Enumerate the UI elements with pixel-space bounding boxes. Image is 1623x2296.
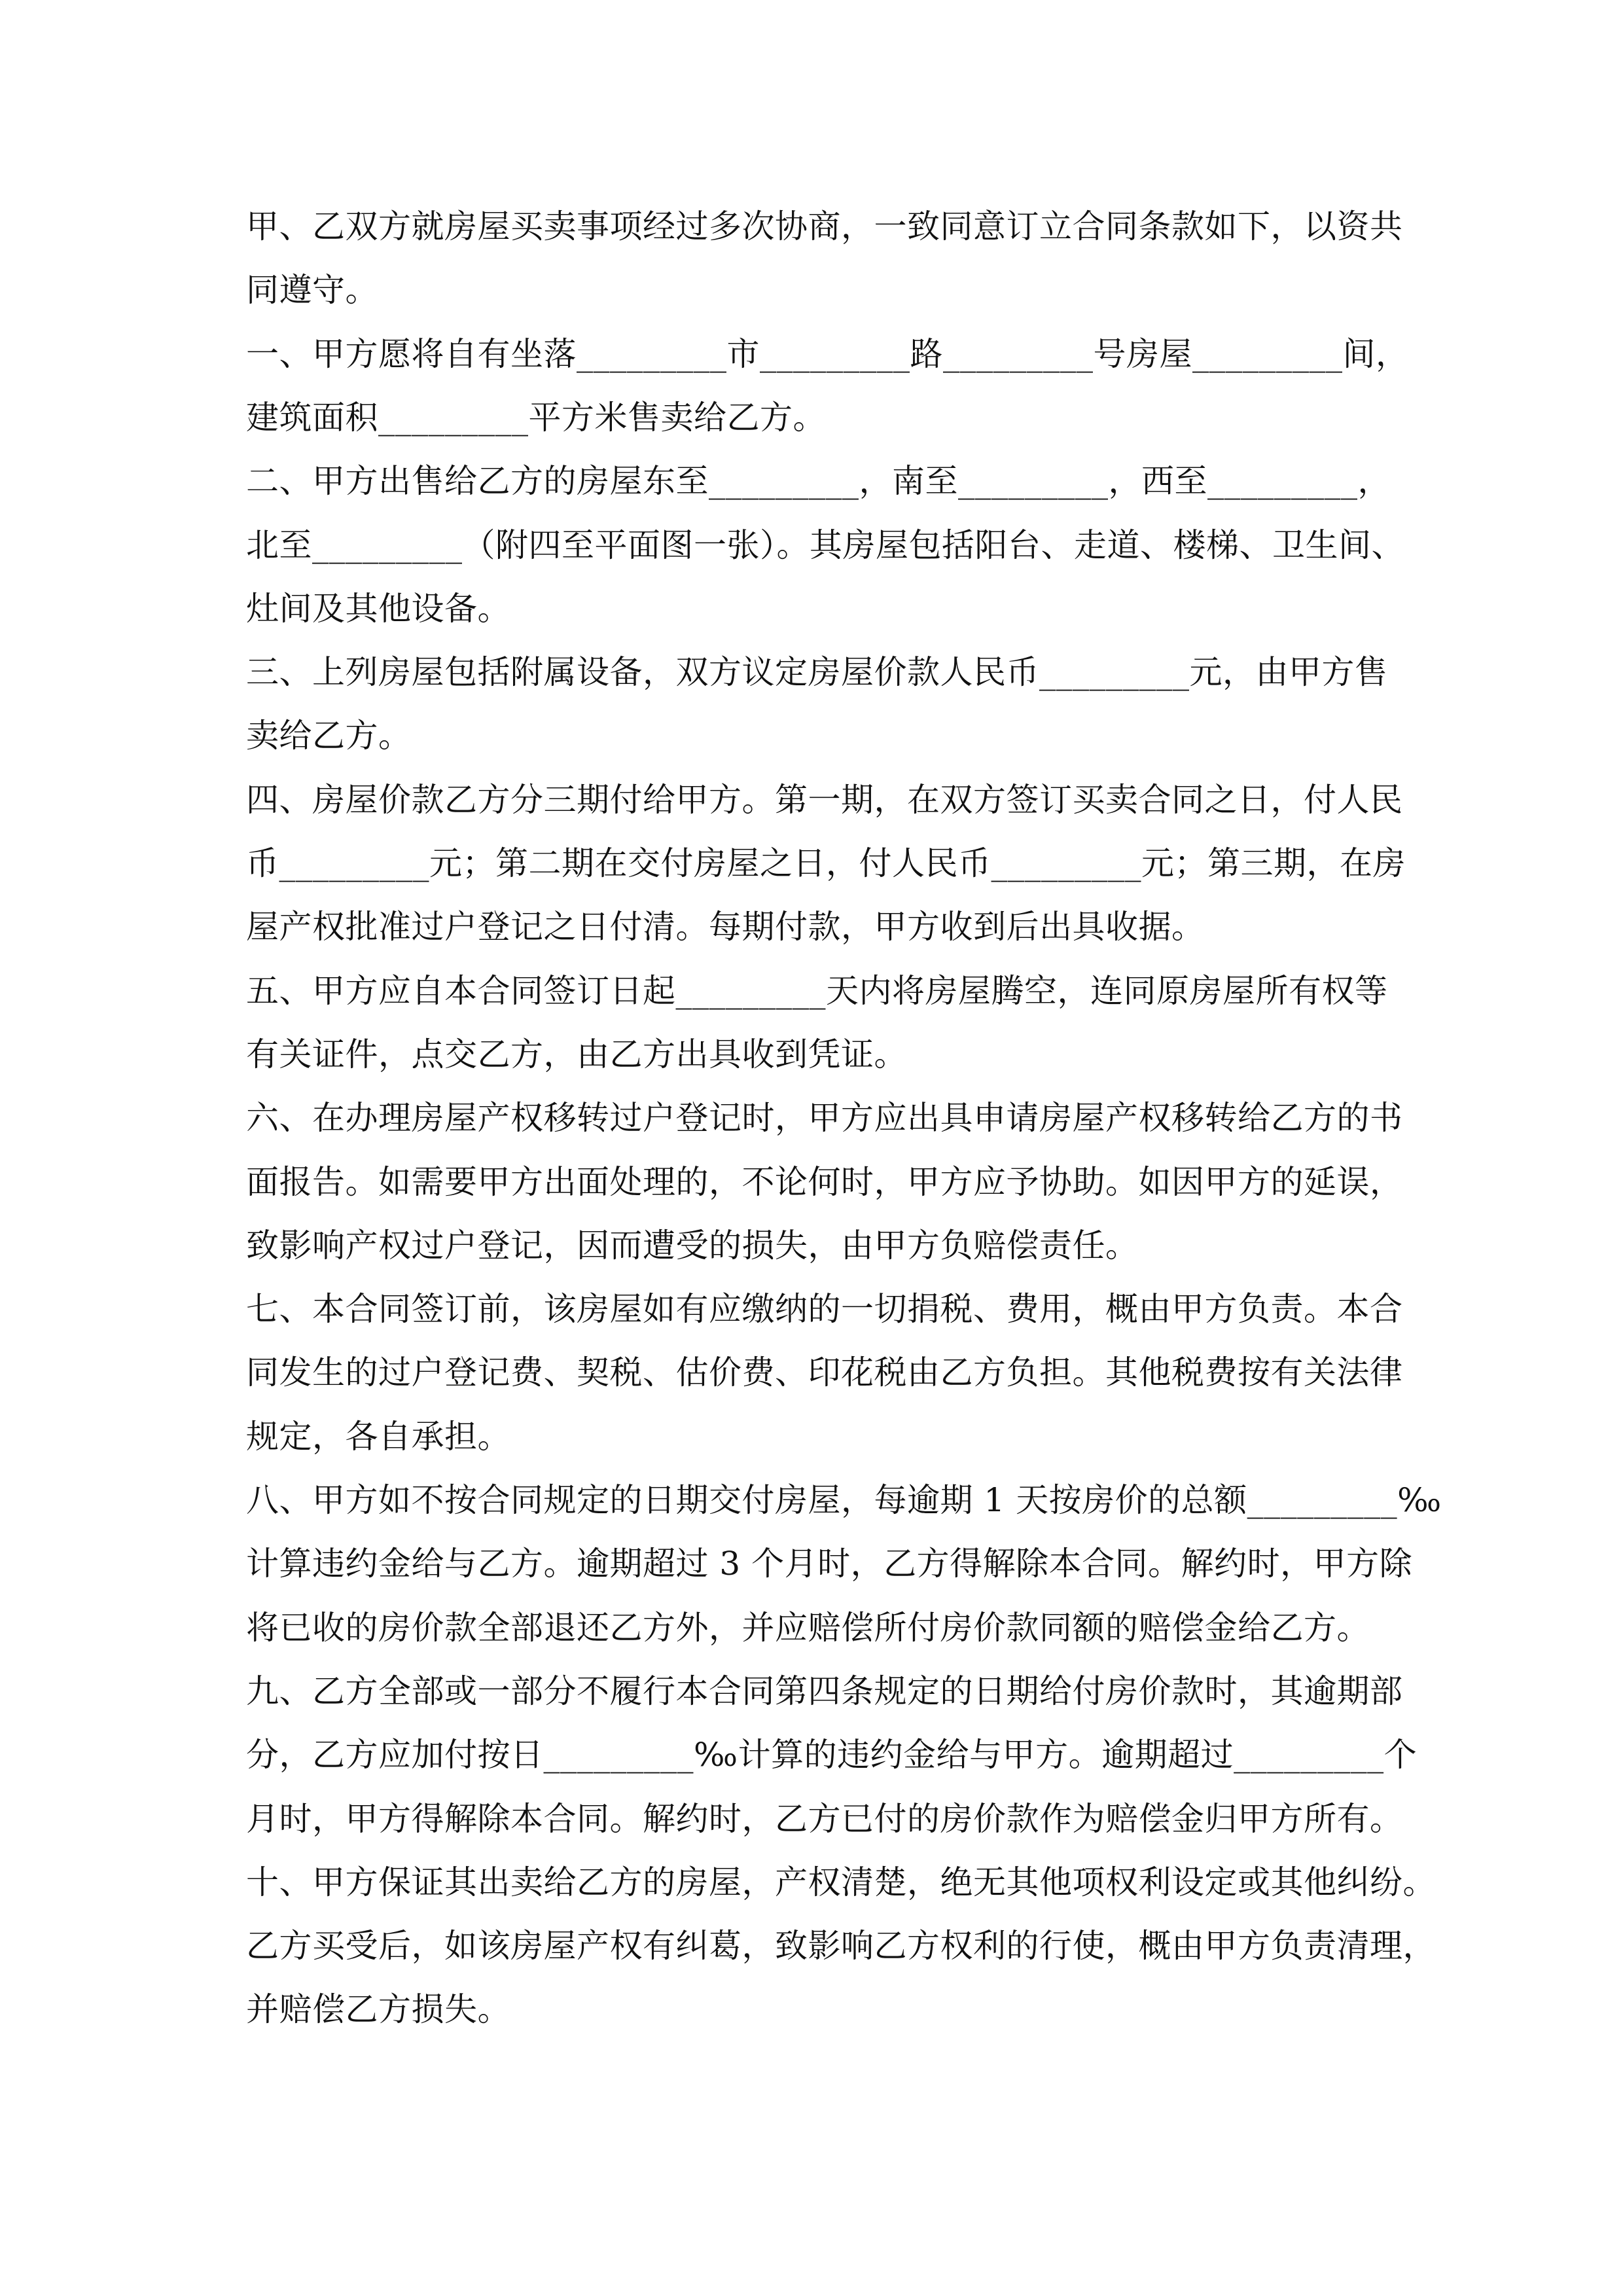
contract-text-line: 三、上列房屋包括附属设备，双方议定房屋价款人民币_________元，由甲方售 [246,653,1388,692]
contract-text-line: 北至_________（附四至平面图一张）。其房屋包括阳台、走道、楼梯、卫生间、 [246,526,1404,564]
contract-text-line: 灶间及其他设备。 [246,589,510,628]
contract-text-line: 九、乙方全部或一部分不履行本合同第四条规定的日期给付房价款时，其逾期部 [246,1672,1403,1710]
contract-text-line: 并赔偿乙方损失。 [246,1990,510,2029]
contract-text-line: 致影响产权过户登记，因而遭受的损失，由甲方负赔偿责任。 [246,1226,1139,1265]
contract-text-line: 甲、乙双方就房屋买卖事项经过多次协商，一致同意订立合同条款如下，以资共 [246,207,1403,245]
contract-text-line: 计算违约金给与乙方。逾期超过 3 个月时，乙方得解除本合同。解约时，甲方除 [246,1545,1413,1583]
contract-text-line: 六、在办理房屋产权移转过户登记时，甲方应出具申请房屋产权移转给乙方的书 [246,1099,1403,1138]
contract-text-line: 七、本合同签订前，该房屋如有应缴纳的一切捐税、费用，概由甲方负责。本合 [246,1290,1403,1329]
contract-text-line: 有关证件，点交乙方，由乙方出具收到凭证。 [246,1035,907,1073]
contract-text-line: 一、甲方愿将自有坐落_________市_________路_________号房屋_________间， [246,334,1409,373]
contract-text-line: 二、甲方出售给乙方的房屋东至_________，南至_________，西至_________， [246,462,1391,501]
contract-text-line: 规定，各自承担。 [246,1417,510,1456]
contract-text-line: 币_________元；第二期在交付房屋之日，付人民币_________元；第三期，在房 [246,844,1406,882]
contract-text-line: 乙方买受后，如该房屋产权有纠葛，致影响乙方权利的行使，概由甲方负责清理， [246,1927,1436,1965]
contract-text-line: 月时，甲方得解除本合同。解约时，乙方已付的房价款作为赔偿金归甲方所有。 [246,1799,1403,1838]
contract-text-line: 十、甲方保证其出卖给乙方的房屋，产权清楚，绝无其他项权利设定或其他纠纷。 [246,1863,1436,1901]
contract-text-line: 屋产权批准过户登记之日付清。每期付款，甲方收到后出具收据。 [246,908,1205,946]
contract-text-line: 将已收的房价款全部退还乙方外，并应赔偿所付房价款同额的赔偿金给乙方。 [246,1608,1370,1647]
contract-text-line: 同发生的过户登记费、契税、估价费、印花税由乙方负担。其他税费按有关法律 [246,1354,1403,1392]
contract-text-line: 五、甲方应自本合同签订日起_________天内将房屋腾空，连同原房屋所有权等 [246,971,1388,1010]
contract-text-line: 八、甲方如不按合同规定的日期交付房屋，每逾期 1 天按房价的总额_________‰ [246,1481,1442,1519]
contract-text-line: 四、房屋价款乙方分三期付给甲方。第一期，在双方签订买卖合同之日，付人民 [246,780,1403,819]
contract-text-line: 建筑面积_________平方米售卖给乙方。 [246,398,826,437]
contract-text-line: 卖给乙方。 [246,717,412,755]
contract-text-line: 同遵守。 [246,271,378,310]
contract-text-line: 面报告。如需要甲方出面处理的，不论何时，甲方应予协助。如因甲方的延误， [246,1162,1403,1201]
contract-text-line: 分，乙方应加付按日_________‰计算的违约金给与甲方。逾期超过_________个 [246,1736,1418,1774]
